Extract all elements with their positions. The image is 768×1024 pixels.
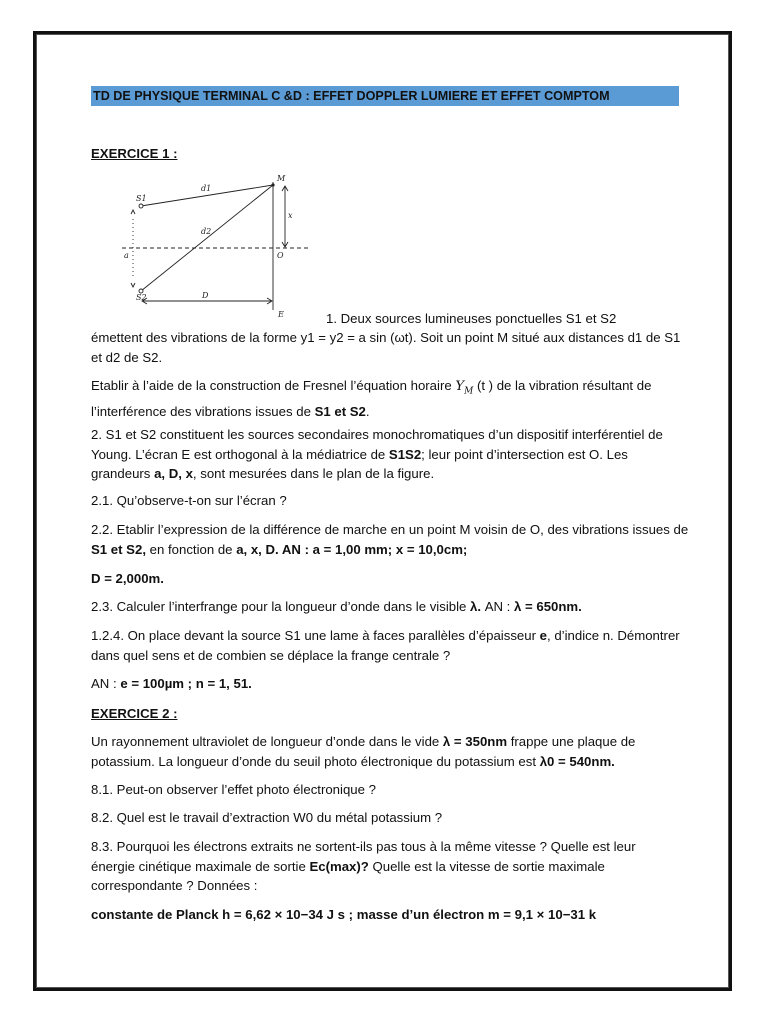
d1-label: d1 — [201, 184, 212, 193]
document-title: TD DE PHYSIQUE TERMINAL C &D : EFFET DOPPLER LUMIERE ET EFFET COMPTOM — [91, 86, 679, 106]
question-1-start: 1. Deux sources lumineuses ponctuelles S1 et S2 — [326, 311, 617, 326]
exercise-1-heading: EXERCICE 1 : — [91, 146, 178, 161]
q1b-text: Etablir à l’aide de la construction de Fresnel l’équation horaire — [91, 378, 452, 393]
d-label: D — [202, 291, 209, 300]
e-label: E — [278, 310, 284, 319]
question-2-2: 2.2. Etablir l’expression de la différence de marche en un point M voisin de O, des vibrations issues de S1 et S2, en fonction de a, x, D. AN : a = 1,00 mm; x = 10,0cm; — [91, 522, 689, 557]
s1-label: S1 — [136, 194, 147, 203]
question-8-1: 8.1. Peut-on observer l’effet photo électronique ? — [91, 782, 376, 797]
m-label: M — [277, 174, 286, 183]
a-label: a — [124, 251, 129, 260]
question-1b: Etablir à l’aide de la construction de Fresnel l’équation horaire $Y_M$ (t ) de la vibration résultant de l’interférence des vibrations issues de S1 et S2. — [91, 378, 652, 420]
question-2-3: 2.3. Calculer l’interfrange pour la longueur d’onde dans le visible λ. AN : λ = 650nm. — [91, 599, 582, 614]
exercise-2-heading-wrap — [91, 704, 691, 724]
m-point — [271, 183, 274, 186]
young-interference-figure — [112, 170, 317, 320]
q1b-text-2: (t ) de la vibration résultant de l’interférence des vibrations issues de — [91, 378, 652, 420]
question-2-2-d: D = 2,000m. — [91, 571, 164, 586]
exercise-2-intro: Un rayonnement ultraviolet de longueur d’onde dans le vide λ = 350nm frappe une plaque de potassium. La longueur d’onde du seuil photo électronique du potassium est λ0 = 540nm. — [91, 734, 636, 769]
q1b-bold: S1 et S2 — [314, 404, 366, 420]
title-section — [91, 86, 679, 106]
an-values: AN : e = 100µm ; n = 1, 51. — [91, 676, 252, 691]
d2-label: d2 — [201, 227, 212, 236]
exercise-1-heading-wrap — [91, 144, 691, 164]
exercise-2-heading: EXERCICE 2 : — [91, 706, 178, 721]
s2-label: S2 — [136, 293, 147, 302]
question-2-1: 2.1. Qu’observe-t-on sur l’écran ? — [91, 493, 287, 508]
question-1-text: émettent des vibrations de la forme y1 = y2 = a sin (ωt). Soit un point M situé aux distances d1 de S1 et d2 de S2. — [91, 330, 681, 365]
question-8-3: 8.3. Pourquoi les électrons extraits ne sortent-ils pas tous à la même vitesse ? Quelle est leur énergie cinétique maximale de sortie Ec(max)? Quelle est la vitesse de sortie maximale correspondante ? Données : — [91, 839, 636, 893]
s1-point — [139, 204, 143, 208]
question-1-2-4: 1.2.4. On place devant la source S1 une lame à faces parallèles d’épaisseur e, d’indice n. Démontrer dans quel sens et de combien se déplace la frange centrale ? — [91, 628, 680, 663]
x-label: x — [288, 211, 293, 220]
o-label: O — [277, 251, 284, 260]
ym-symbol: $Y_M$ — [455, 379, 474, 397]
d2-ray — [141, 185, 273, 291]
question-8-2: 8.2. Quel est le travail d’extraction W0 du métal potassium ? — [91, 810, 443, 825]
constants-line: constante de Planck h = 6,62 × 10−34 J s ; masse d’un électron m = 9,1 × 10−31 k — [91, 907, 597, 922]
question-2: 2. S1 et S2 constituent les sources secondaires monochromatiques d’un dispositif interférentiel de Young. L’écran E est orthogonal à la médiatrice de S1S2; leur point d’intersection est O. Les grandeurs a, D, x, sont mesurées dans le plan de la figure. — [91, 427, 663, 481]
